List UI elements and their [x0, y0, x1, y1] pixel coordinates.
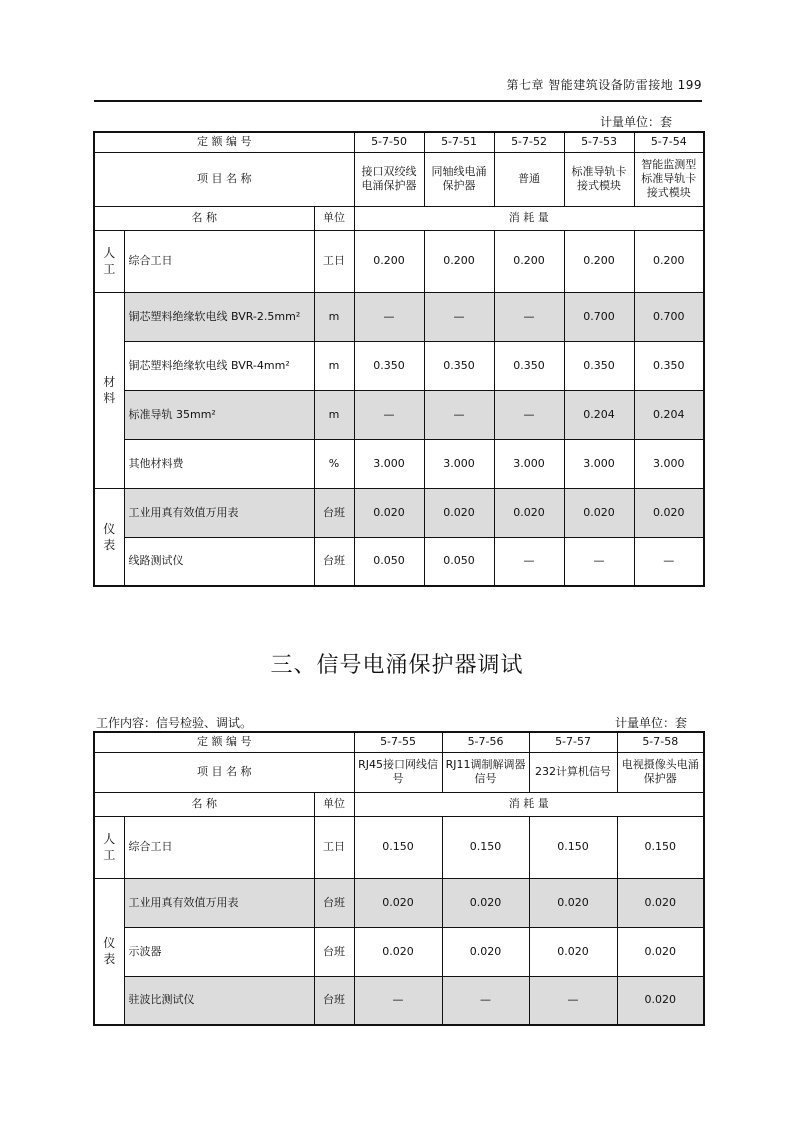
- row-value: 0.204: [564, 390, 634, 439]
- section-title: 三、信号电涌保护器调试: [270, 653, 524, 678]
- row-unit: m: [314, 292, 354, 341]
- row-unit: 工日: [314, 230, 354, 292]
- row-name: 综合工日: [124, 816, 314, 878]
- row-value: 0.700: [634, 292, 704, 341]
- item-name: RJ11调制解调器信号: [442, 752, 529, 792]
- table-row: [94, 976, 704, 1025]
- row-value: 0.020: [617, 976, 704, 1025]
- item-name-label: 项 目 名 称: [94, 752, 354, 792]
- row-value: 0.020: [617, 878, 704, 927]
- category-label: 材料: [94, 292, 124, 488]
- item-name: 232计算机信号: [529, 752, 617, 792]
- row-value: —: [494, 390, 564, 439]
- quota-code: 5-7-56: [442, 732, 529, 752]
- quota-table-1: [93, 131, 705, 587]
- row-name: 线路测试仪: [124, 537, 314, 586]
- row-value: 0.020: [529, 927, 617, 976]
- quota-table-2: [93, 731, 705, 1026]
- row-name: 铜芯塑料绝缘软电线 BVR-4mm²: [124, 341, 314, 390]
- row-value: 0.020: [354, 878, 442, 927]
- row-value: 3.000: [354, 439, 424, 488]
- quota-code: 5-7-57: [529, 732, 617, 752]
- row-value: 0.020: [564, 488, 634, 537]
- row-value: 0.350: [564, 341, 634, 390]
- table1-unit-note: 计量单位：套: [600, 115, 673, 129]
- row-value: —: [354, 976, 442, 1025]
- row-value: —: [354, 390, 424, 439]
- item-name: 接口双绞线电涌保护器: [354, 152, 424, 206]
- row-value: —: [424, 390, 494, 439]
- consumption-header: 消 耗 量: [354, 206, 704, 230]
- row-unit: 工日: [314, 816, 354, 878]
- item-name: 同轴线电涌保护器: [424, 152, 494, 206]
- item-name: 普通: [494, 152, 564, 206]
- row-name: 驻波比测试仪: [124, 976, 314, 1025]
- header-rule: [94, 100, 702, 102]
- row-value: 3.000: [424, 439, 494, 488]
- row-value: 0.200: [494, 230, 564, 292]
- row-unit: 台班: [314, 537, 354, 586]
- row-value: 0.200: [634, 230, 704, 292]
- item-name: 智能监测型标准导轨卡接式模块: [634, 152, 704, 206]
- row-value: —: [442, 976, 529, 1025]
- row-name: 示波器: [124, 927, 314, 976]
- quota-code: 5-7-55: [354, 732, 442, 752]
- row-name: 标准导轨 35mm²: [124, 390, 314, 439]
- table-row: [94, 816, 704, 878]
- row-value: 0.020: [617, 927, 704, 976]
- name-column-header: 名 称: [94, 206, 314, 230]
- row-value: 0.020: [354, 488, 424, 537]
- table-row: [94, 927, 704, 976]
- row-unit: 台班: [314, 488, 354, 537]
- row-unit: 台班: [314, 927, 354, 976]
- row-value: 0.150: [354, 816, 442, 878]
- row-value: 0.350: [634, 341, 704, 390]
- row-value: 0.150: [617, 816, 704, 878]
- row-unit: m: [314, 390, 354, 439]
- quota-label: 定 额 编 号: [94, 732, 354, 752]
- row-value: —: [529, 976, 617, 1025]
- row-unit: 台班: [314, 878, 354, 927]
- row-value: 0.204: [634, 390, 704, 439]
- row-value: 0.020: [442, 927, 529, 976]
- quota-code: 5-7-50: [354, 132, 424, 152]
- row-value: 0.700: [564, 292, 634, 341]
- category-label: 人工: [94, 230, 124, 292]
- row-value: 0.020: [354, 927, 442, 976]
- table-row: [94, 878, 704, 927]
- row-name: 铜芯塑料绝缘软电线 BVR-2.5mm²: [124, 292, 314, 341]
- unit-column-header: 单位: [314, 792, 354, 816]
- quota-code: 5-7-54: [634, 132, 704, 152]
- row-value: —: [424, 292, 494, 341]
- row-name: 工业用真有效值万用表: [124, 488, 314, 537]
- page-header: 第七章 智能建筑设备防雷接地 199: [506, 78, 702, 92]
- row-value: —: [564, 537, 634, 586]
- item-name: RJ45接口网线信号: [354, 752, 442, 792]
- row-value: 0.200: [354, 230, 424, 292]
- row-value: 0.020: [442, 878, 529, 927]
- row-value: —: [354, 292, 424, 341]
- quota-code: 5-7-51: [424, 132, 494, 152]
- row-name: 工业用真有效值万用表: [124, 878, 314, 927]
- row-value: 0.200: [424, 230, 494, 292]
- row-value: 0.020: [424, 488, 494, 537]
- category-label: 人工: [94, 816, 124, 878]
- table2-unit-note: 计量单位：套: [615, 716, 688, 730]
- category-label: 仪表: [94, 488, 124, 586]
- row-unit: %: [314, 439, 354, 488]
- row-value: 3.000: [634, 439, 704, 488]
- row-value: —: [634, 537, 704, 586]
- table-row: [94, 488, 704, 537]
- item-name: 标准导轨卡接式模块: [564, 152, 634, 206]
- quota-code: 5-7-53: [564, 132, 634, 152]
- table-row: [94, 439, 704, 488]
- row-value: 0.150: [529, 816, 617, 878]
- quota-code: 5-7-58: [617, 732, 704, 752]
- row-value: —: [494, 292, 564, 341]
- row-unit: m: [314, 341, 354, 390]
- row-value: 0.020: [494, 488, 564, 537]
- name-column-header: 名 称: [94, 792, 314, 816]
- row-name: 其他材料费: [124, 439, 314, 488]
- row-value: 3.000: [494, 439, 564, 488]
- item-name-label: 项 目 名 称: [94, 152, 354, 206]
- row-value: 0.150: [442, 816, 529, 878]
- category-label: 仪表: [94, 878, 124, 1025]
- row-value: 0.350: [424, 341, 494, 390]
- row-value: 0.350: [354, 341, 424, 390]
- row-value: 0.050: [354, 537, 424, 586]
- quota-code: 5-7-52: [494, 132, 564, 152]
- table-row: [94, 341, 704, 390]
- row-value: 0.020: [634, 488, 704, 537]
- table-row: [94, 292, 704, 341]
- table-row: [94, 390, 704, 439]
- item-name: 电视摄像头电涌保护器: [617, 752, 704, 792]
- quota-label: 定 额 编 号: [94, 132, 354, 152]
- table-row: [94, 537, 704, 586]
- table2-work-note: 工作内容：信号检验、调试。: [96, 716, 253, 730]
- row-name: 综合工日: [124, 230, 314, 292]
- row-value: 3.000: [564, 439, 634, 488]
- row-value: 0.350: [494, 341, 564, 390]
- row-unit: 台班: [314, 976, 354, 1025]
- table-row: [94, 230, 704, 292]
- consumption-header: 消 耗 量: [354, 792, 704, 816]
- unit-column-header: 单位: [314, 206, 354, 230]
- row-value: 0.050: [424, 537, 494, 586]
- row-value: —: [494, 537, 564, 586]
- row-value: 0.020: [529, 878, 617, 927]
- row-value: 0.200: [564, 230, 634, 292]
